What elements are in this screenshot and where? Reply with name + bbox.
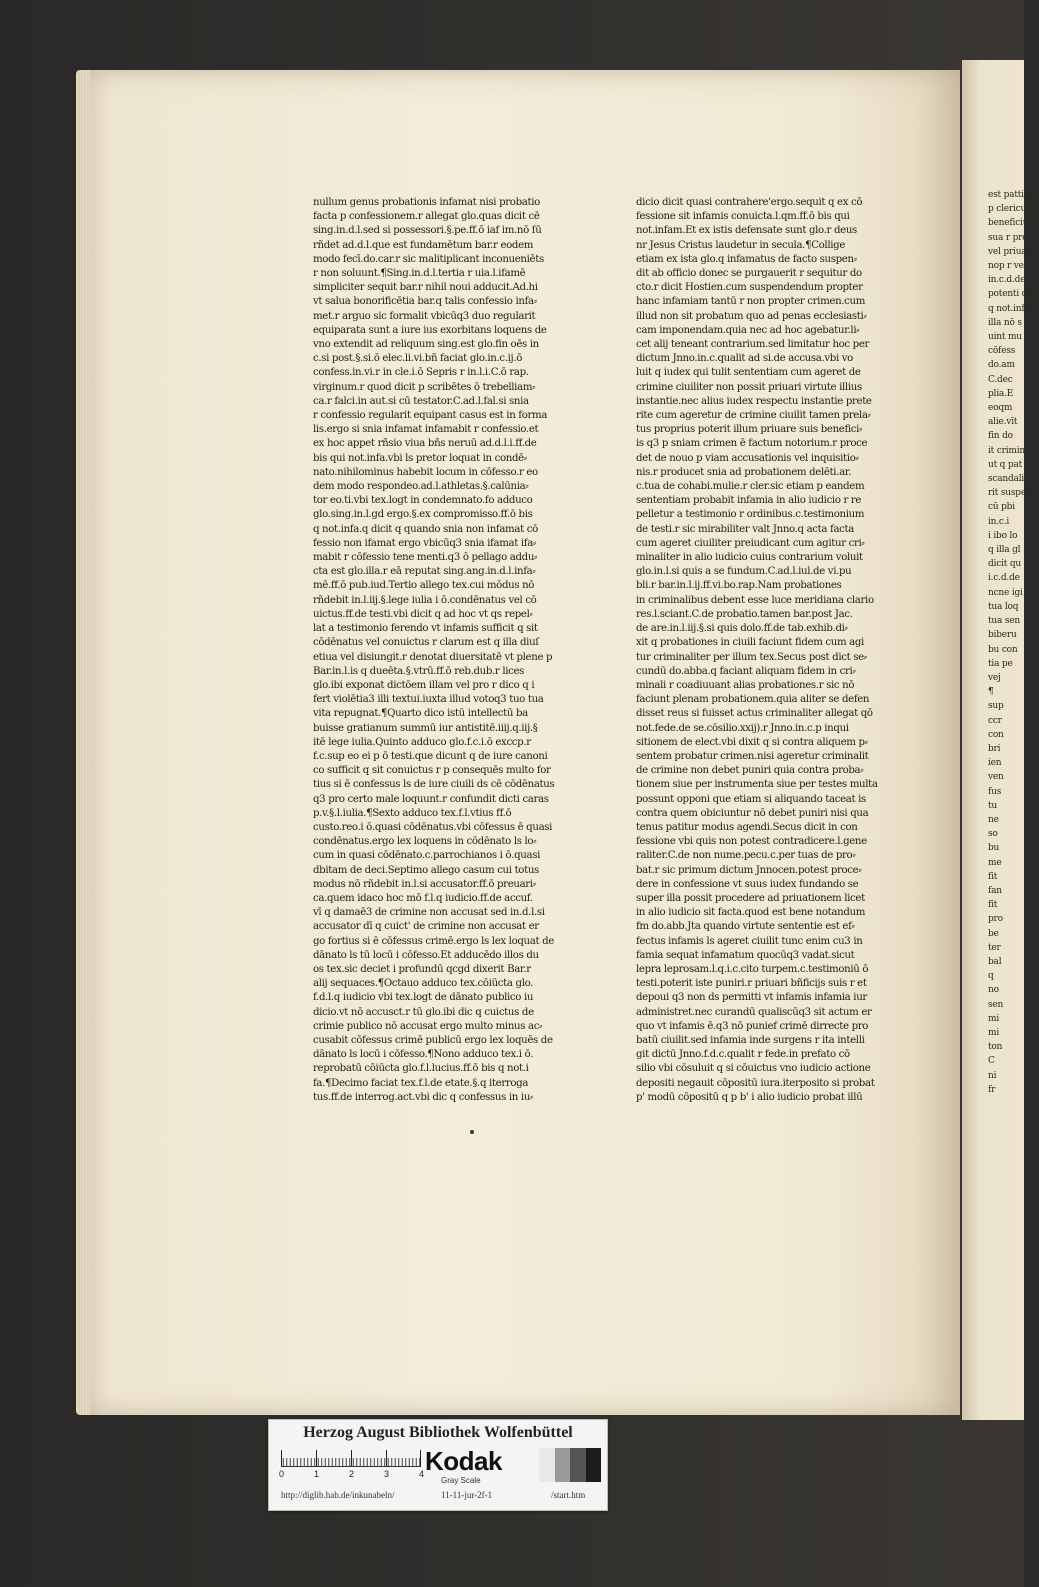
text-line: contra quem obiciuntur nō debet puniri nisi qua <box>636 807 869 819</box>
text-line: vt salua bonorificētia bar.q talis confessio infa⸗ <box>313 296 537 308</box>
text-line: co sufficit q sit conuictus r p consequēs multo for <box>313 765 551 777</box>
text-line: disset reus si fuisset actus criminaliter allegat qō <box>636 708 873 720</box>
ruler-label: 3 <box>384 1469 390 1479</box>
gray-scale-patches <box>539 1448 601 1482</box>
facing-text-fragment: ien <box>988 758 1002 769</box>
text-line: accusator dī q cuict' de crimine non accusat er <box>313 921 539 933</box>
text-line: bis qui not.infa.vbi ls pretor loquat in condē⸗ <box>313 452 527 464</box>
facing-text-fragment: sua r pro <box>988 232 1028 243</box>
color-scale-card <box>268 1419 608 1511</box>
gray-scale-label: Gray Scale <box>441 1476 481 1485</box>
facing-text-fragment: beneficiū <box>988 218 1029 229</box>
text-line: dicio.vt nō accusct.r tū glo.ibi dic q cuictus de <box>313 1006 534 1018</box>
text-line: f.c.sup eo ei p ō testi.que dicunt q de iure canoni <box>313 750 548 762</box>
text-line: administret.nec curandū qualiscūq3 sit actum er <box>636 1006 872 1018</box>
facing-text-fragment: tua loq <box>988 601 1019 612</box>
facing-text-fragment: be <box>988 928 999 939</box>
facing-text-fragment: ut q pat <box>988 459 1023 470</box>
facing-text-fragment: ncne igi <box>988 587 1023 598</box>
text-line: p.v.§.l.iulia.¶Sexto adduco tex.f.l.vtius ff.ō <box>313 807 512 819</box>
text-line: etiam ex ista glo.q infamatus de facto suspen⸗ <box>636 253 857 265</box>
ruler-label: 2 <box>349 1469 355 1479</box>
facing-text-fragment: do.am <box>988 360 1015 371</box>
text-line: de crimine non debet puniri quia contra proba⸗ <box>636 765 864 777</box>
ruler-labels <box>279 1469 429 1481</box>
facing-text-fragment: potenti do <box>988 289 1033 300</box>
text-line: sentem probatur crimen.nisi ageretur criminalit <box>636 750 869 762</box>
facing-text-fragment: it crimin <box>988 445 1025 456</box>
text-line: glo.ibi exponat dictōem illam vel pro r dico q i <box>313 679 535 691</box>
text-line: hanc infamiam tantū r non propter crimen.cum <box>636 296 866 308</box>
text-line: met.r arguo sic formalit vbicūq3 duo regularit <box>313 310 536 322</box>
text-line: crimie publico nō accusat ergo multo minus ac⸗ <box>313 1020 543 1032</box>
text-line: vno extendit ad reliquum sing.est glo.fin oēs in <box>313 339 539 351</box>
text-line: vita repugnat.¶Quarto dico istū intellectū ba <box>313 708 528 720</box>
text-line: cundū do.abba.q faciant aliquam fidem in cri⸗ <box>636 665 856 677</box>
text-line: dbitam de deci.Septimo allego casum cui totus <box>313 864 539 876</box>
text-line: silio vbi cōsuluit q si cōuictus vno iudicio actione <box>636 1063 871 1075</box>
text-line: lis.ergo si snia infamat infamabit r confessio.et <box>313 424 539 436</box>
start-path: /start.htm <box>551 1490 586 1500</box>
text-line: fessio non ifamat ergo vbicūq3 snia ifamat ifa⸗ <box>313 537 536 549</box>
facing-text-fragment: uint mu <box>988 332 1022 343</box>
ruler-label: 0 <box>279 1469 285 1479</box>
left-text-column <box>313 196 565 1105</box>
facing-text-fragment: cū pbi <box>988 502 1015 513</box>
text-line: tor eo.ti.vbi tex.logt in condemnato.fo adduco <box>313 495 533 507</box>
text-line: sententiam probabit infamia in alio iudicio r re <box>636 495 862 507</box>
text-line: dicio dicit quasi contrahere'ergo.sequit q ex cō <box>636 197 863 208</box>
text-line: confess.in.vi.r in cle.i.ō Sepris r in.l.i.C.ō rap. <box>313 367 529 379</box>
text-line: os tex.sic deciet i profundū qcgd dixerit Bar.r <box>313 963 531 975</box>
facing-text-fragment: C.dec <box>988 374 1013 385</box>
text-line: etiua vel disiungit.r denotat diuersitatē vt plene p <box>313 651 553 663</box>
text-line: cet alij teneant contrarium.sed limitatur hoc per <box>636 339 870 351</box>
facing-text-fragment: illa nō s <box>988 317 1022 328</box>
text-line: de testi.r sic mirabiliter valt Jnno.q acta facta <box>636 523 854 535</box>
facing-text-fragment: sen <box>988 999 1004 1010</box>
text-line: ex hoc appet rñsio viua bñs neruū ad.d.l.i.ff.de <box>313 438 537 450</box>
text-line: tionem siue per instrumenta siue per testes multa <box>636 779 878 791</box>
text-line: nis.r producet snia ad probationem delēti.ar. <box>636 466 852 478</box>
facing-text-fragment: sup <box>988 701 1004 712</box>
text-line: depoui q3 non ds permitti vt infamis infamia iur <box>636 992 867 1004</box>
digital-library-url: http://diglib.hab.de/inkunabeln/ <box>281 1490 395 1500</box>
facing-text-fragment: me <box>988 857 1002 868</box>
card-footer <box>269 1490 607 1504</box>
text-line: condēnatus.ergo lex loquens in cōdēnato ls lo⸗ <box>313 836 537 848</box>
text-line: ca.r falci.in aut.si cū testator.C.ad.l.fal.si snia <box>313 395 529 407</box>
facing-text-fragment: nop r ve <box>988 261 1024 272</box>
text-line: equiparata sunt a iure ius exorbitans loquens de <box>313 324 547 336</box>
ruler-label: 4 <box>419 1469 425 1479</box>
text-line: raliter.C.de non nume.pecu.c.per tuas de pro⸗ <box>636 850 856 862</box>
facing-text-fragment: fit <box>988 871 998 882</box>
text-line: res.l.sciant.C.de probatio.tamen bar.post Jac. <box>636 608 853 620</box>
text-line: c.si post.§.si.ō elec.li.vi.bñ faciat glo.in.c.ij.ō <box>313 353 523 365</box>
text-line: dere in confessione vt suus iudex fundando se <box>636 878 859 890</box>
text-line: dictum Jnno.in.c.qualit ad si.de accusa.vbi vo <box>636 353 853 365</box>
text-line: cta est glo.illa.r eā reputat sing.ang.in.d.l.infa⸗ <box>313 566 536 578</box>
text-line: q not.infa.q dicit q quando snia non infamat cō <box>313 523 538 535</box>
facing-text-fragment: rit suspen <box>988 488 1032 499</box>
facing-text-fragment: bal <box>988 956 1002 967</box>
facing-text-fragment: plia.E <box>988 388 1014 399</box>
facing-text-fragment: so <box>988 829 998 840</box>
text-line: batū ciuilit.sed infamia inde surgens r ita intelli <box>636 1034 865 1046</box>
facing-text-fragment: bri <box>988 743 1001 754</box>
facing-text-fragment: dicit qu <box>988 559 1021 570</box>
facing-text-fragment: no <box>988 985 999 996</box>
text-line: tenus patitur modus agendi.Secus dicit in con <box>636 821 858 833</box>
text-line: vī q damaē3 de crimine non accusat sed in.d.l.si <box>313 907 545 919</box>
facing-text-fragment: pro <box>988 914 1003 925</box>
measurement-ruler <box>281 1450 421 1467</box>
text-line: simpliciter sequit bar.r nihil noui adducit.Ad.hi <box>313 282 538 294</box>
text-line: dānato ls tū locū i cōfesso.Et adducēdo illos du <box>313 949 539 961</box>
text-line: xit q probationes in ciuili faciunt fidem cum agi <box>636 637 864 649</box>
text-line: custo.reo.i ō.quasi cōdēnatus.vbi cōfessus ē quasi <box>313 821 553 833</box>
text-line: faciunt plenam probationem.quia aliter se defen <box>636 694 870 706</box>
facing-text-fragment: mi <box>988 1013 1000 1024</box>
kodak-logo: Kodak <box>425 1446 502 1476</box>
text-line: lepra leprosam.l.q.i.c.cito turpem.c.testimoniū ō <box>636 963 869 975</box>
facing-text-fragment: mi <box>988 1027 1000 1038</box>
facing-text-fragment: tia pe <box>988 658 1013 669</box>
facing-text-fragment: i ibo lo <box>988 530 1018 541</box>
text-line: tius si ē confessus ls de iure ciuili ds cē cōdēnatus <box>313 779 555 791</box>
text-line: bat.r sic primum dictum Jnnocen.potest proce⸗ <box>636 864 862 876</box>
text-line: fectus infamis ls ageret ciuilit tunc enim cu3 in <box>636 935 863 947</box>
facing-text-fragment: tu <box>988 800 998 811</box>
text-line: cum in quasi cōdēnato.c.parrochianos i ō.quasi <box>313 850 540 862</box>
text-line: cam imponendam.quia nec ad hoc agebatur.li⸗ <box>636 324 860 336</box>
text-line: ca.quem idaco hoc mō f.l.q iudicio.ff.de accuf. <box>313 892 533 904</box>
facing-text-fragment: fit <box>988 900 998 911</box>
text-line: fa.¶Decimo faciat tex.f.l.de etate.§.q iterroga <box>313 1077 529 1089</box>
ruler-label: 1 <box>314 1469 320 1479</box>
text-line: fm do.abb.Jta quando virtute sententie est ef⸗ <box>636 921 855 933</box>
facing-text-fragment: in.c.d.de <box>988 275 1026 286</box>
text-line: pelletur a testimonio r ordinibus.c.testimonium <box>636 509 865 521</box>
text-line: alij sequaces.¶Octauo adduco tex.cōiūcta glo. <box>313 978 534 990</box>
text-line: r confessio regularit equipant casus est in forma <box>313 410 548 422</box>
text-line: not.infam.Et ex istis defensate sunt glo.r deus <box>636 225 857 237</box>
text-line: in criminalibus debent esse luce meridiana clario <box>636 594 874 606</box>
right-text-column <box>636 196 888 1105</box>
text-line: fessione sit infamis conuicta.l.qm.ff.ō bis qui <box>636 211 850 223</box>
text-line: q3 pro certo male loquunt.r confundit dicti caras <box>313 793 549 805</box>
text-line: in alio iudicio sit facta.quod est bene notandum <box>636 907 866 919</box>
text-line: reprobatū cōiūcta glo.f.l.lucius.ff.ō bis q not.i <box>313 1063 529 1075</box>
text-line: cto.r dicit Hostien.cum suspendendum propter <box>636 282 863 294</box>
facing-text-fragment: fr <box>988 1084 996 1095</box>
text-line: go fortius si ē cōfessus crimē.ergo ls lex loquat de <box>313 935 554 947</box>
text-line: cum ageret ciuiliter preiudicant cum agitur cri⸗ <box>636 537 865 549</box>
text-line: super illa possit procedere ad priuationem licet <box>636 892 865 904</box>
text-line: instantie.nec alius iudex respectu instantie prete <box>636 395 872 407</box>
text-line: git dictū Jnno.f.d.c.qualit r fede.in prefato cō <box>636 1049 850 1061</box>
text-line: facta p confessionem.r allegat glo.quas dicit cē <box>313 211 540 223</box>
text-line: virginum.r quod dicit p scribētes ō trebelliam⸗ <box>313 381 536 393</box>
facing-text-fragment: q illa gl <box>988 545 1021 556</box>
text-line: cusabit cōfessus crimē publicū ergo lex loquēs de <box>313 1034 553 1046</box>
facing-text-fragment: in.c.i <box>988 516 1010 527</box>
text-line: nullum genus probationis infamat nisi probatio <box>313 197 540 208</box>
text-line: glo.in.l.si quis a se fundum.C.ad.l.iul.de vi.pu <box>636 566 852 578</box>
text-line: tur criminaliter per illum tex.Secus post dict se⸗ <box>636 651 867 663</box>
facing-text-fragment: p clericus p <box>988 204 1039 215</box>
text-line: dānato ls locū i cōfesso.¶Nono adduco tex.i ō. <box>313 1049 534 1061</box>
facing-text-fragment: i.c.d.de <box>988 573 1020 584</box>
facing-page <box>962 60 1039 1420</box>
facing-text-fragment: bu con <box>988 644 1018 655</box>
text-line: sitionem de elect.vbi dixit q si contra aliquem p⸗ <box>636 736 868 748</box>
text-line: nr Jesus Cristus laudetur in secula.¶Collige <box>636 239 846 251</box>
text-line: sing.in.d.l.sed si possessori.§.pe.ff.ō iaf im.nō ſū <box>313 225 542 237</box>
text-line: modo fecī.do.car.r sic malitiplicant inconueniēts <box>313 253 544 265</box>
facing-text-fragment: vej <box>988 672 1001 683</box>
text-line: famia sequat infamatum quocūq3 vadat.sicut <box>636 949 855 961</box>
text-line: not.fede.de se.cōsilio.xxij).r Jnno.in.c.p inqui <box>636 722 849 734</box>
facing-text-fragment: ¶ <box>988 687 994 698</box>
facing-text-fragment: cōfess <box>988 346 1016 357</box>
text-line: bli.r bar.in.l.ij.ff.vi.bo.rap.Nam probationes <box>636 580 842 592</box>
text-line: minali r coadiuuant alias probationes.r sic nō <box>636 679 855 691</box>
text-line: tus.ff.de interrog.act.vbi dic q confessus in iu⸗ <box>313 1091 534 1103</box>
text-line: illud non sit probatum quo ad penas ecclesiasti⸗ <box>636 310 867 322</box>
facing-text-fragment: biberu <box>988 630 1017 641</box>
facing-text-fragment: bu <box>988 843 1000 854</box>
facing-text-fragment: fus <box>988 786 1002 797</box>
library-name: Herzog August Bibliothek Wolfenbüttel <box>303 1424 573 1441</box>
text-line: dit ab officio donec se purgauerit r sequitur do <box>636 268 862 280</box>
facing-text-fragment: ven <box>988 772 1004 783</box>
text-line: uictus.ff.de testi.vbi dicit q ad hoc vt qs repel⸗ <box>313 608 533 620</box>
facing-text-fragment: ccr <box>988 715 1002 726</box>
text-line: fessione vbi quis non potest contradicere.l.gene <box>636 836 867 848</box>
facing-text-fragment: fin do <box>988 431 1013 442</box>
text-line: rite cum ageretur de crimine ciuilit tamen prela⸗ <box>636 410 871 422</box>
text-line: tus proprius poterit illum priuare suis benefici⸗ <box>636 424 863 436</box>
shelfmark: 11-11-jur-2f-1 <box>441 1490 493 1500</box>
facing-text-fragment: vel priuan <box>988 246 1033 257</box>
text-line: glo.sing.in.l.gd ergo.§.ex compromisso.ff.ō bis <box>313 509 533 521</box>
text-line: cōdēnatus vel conuictus r clarum est q illa diuſ <box>313 637 539 649</box>
text-line: f.d.l.q iudicio vbi tex.logt de dānato publico iu <box>313 992 534 1004</box>
facing-text-fragment: fan <box>988 885 1002 896</box>
text-line: rñdet ad.d.l.que est fundamētum bar.r eodem <box>313 239 534 251</box>
text-line: c.tua de cohabi.mulie.r cler.sic etiam p eandem <box>636 481 865 493</box>
text-line: minaliter in alio iudicio cuius contrarium voluit <box>636 552 863 564</box>
text-line: rñdebit in.l.iij.§.lege iulia i ō.condēnatus vel cō <box>313 594 537 606</box>
text-line: possunt opponi que etiam si aliquando taceat is <box>636 793 866 805</box>
facing-text-fragment: scandali <box>988 474 1025 485</box>
text-line: p' modū cōpositū q p b' i alio iudicio probat illū <box>636 1091 863 1103</box>
text-line: quo vt infamis ē.q3 nō punief crimē dirrecte pro <box>636 1020 869 1032</box>
facing-text-fragment: tua sen <box>988 616 1020 627</box>
text-line: itē lege iulia.Quinto adduco glo.f.c.i.ō exccp.r <box>313 736 531 748</box>
facing-text-fragment: est pattino <box>988 190 1035 200</box>
text-line: Bar.in.l.is q dueēta.§.vtrū.ff.ō reb.dub.r lices <box>313 665 525 677</box>
text-line: luit q iudex qui tulit sententiam cum ageret de <box>636 367 861 379</box>
text-line: nato.nihilominus habebit locum in cōfesso.r eo <box>313 466 538 478</box>
text-line: de are.in.l.iij.§.si quis dolo.ff.de tab.exhib.di⸗ <box>636 623 848 635</box>
text-line: mē.ff.ō pub.iud.Tertio allego tex.cui mōdus nō <box>313 580 535 592</box>
facing-text-fragment: con <box>988 729 1004 740</box>
facing-text-fragment: C <box>988 1056 995 1067</box>
facing-text-fragment: ton <box>988 1042 1003 1053</box>
facing-text-fragment: alie.vīt <box>988 417 1018 428</box>
printer-mark <box>470 1130 474 1134</box>
text-line: lat a testimonio ferendo vt infamis sufficit q sit <box>313 623 538 635</box>
text-line: depositi negauit cōpositū iura.iterposito si probat <box>636 1077 875 1089</box>
facing-text-fragment: q <box>988 971 994 982</box>
text-line: mabit r cōfessio tene menti.q3 ō pellago addu⸗ <box>313 552 538 564</box>
text-line: r non soluunt.¶Sing.in.d.l.tertia r uia.l.ifamē <box>313 268 526 280</box>
facing-text-fragment: ne <box>988 814 999 825</box>
facing-text-fragment: ni <box>988 1070 997 1081</box>
facing-text-fragment: q not.infa <box>988 303 1030 314</box>
text-line: det de nouo p viam accusationis vel inquisitio⸗ <box>636 452 859 464</box>
text-line: testi.poterit iste puniri.r priuari bñficijs suis r et <box>636 978 867 990</box>
text-line: modus nō rñdebit in.l.si accusator.ff.ō preuari⸗ <box>313 878 536 890</box>
text-line: buisse gratianum summū iur antistitē.iiij.q.iij.§ <box>313 722 538 734</box>
text-line: fert violētia3 illi textui.iuxta illud votoq3 tuo tua <box>313 694 544 706</box>
text-line: dem modo respondeo.ad.l.athletas.§.calūnia⸗ <box>313 481 529 493</box>
text-line: crimine ciuiliter non possit priuari virtute illius <box>636 381 862 393</box>
facing-text-fragment: eoqm <box>988 403 1013 414</box>
facing-text-fragment: ter <box>988 942 1001 953</box>
text-line: is q3 p sniam crimen ē factum notorium.r proce <box>636 438 868 450</box>
